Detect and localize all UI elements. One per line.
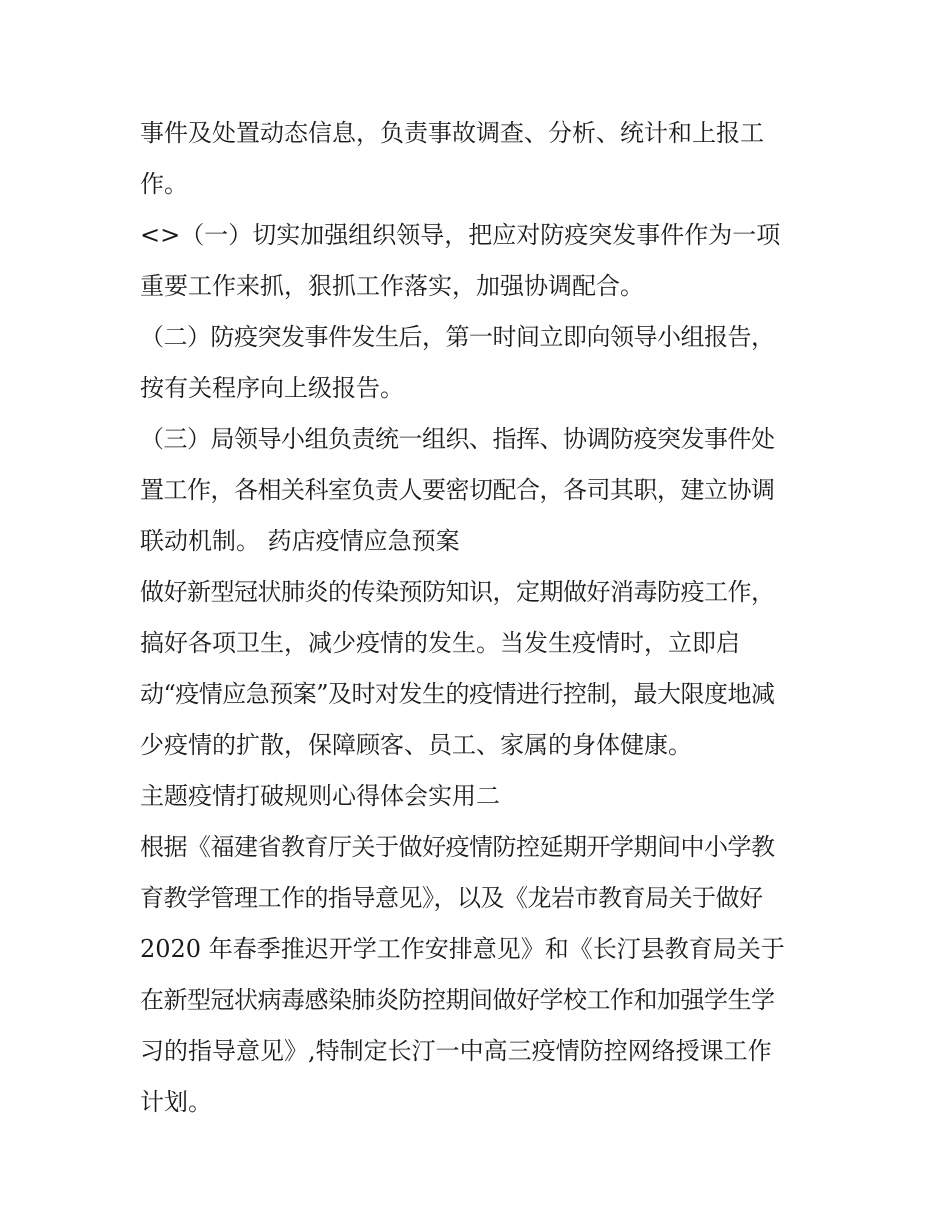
text-line: 计划。 bbox=[140, 1088, 212, 1116]
text-line: 2020 年春季推迟开学工作安排意见》和《长汀县教育局关于 bbox=[140, 935, 785, 963]
text-line: 根据《福建省教育厅关于做好疫情防控延期开学期间中小学教 bbox=[140, 833, 775, 861]
text-line: 搞好各项卫生，减少疫情的发生。当发生疫情时，立即启 bbox=[140, 629, 740, 657]
text-line: （三）局领导小组负责统一组织、指挥、协调防疫突发事件处 bbox=[140, 425, 775, 453]
text-line: 作。 bbox=[140, 170, 188, 198]
text-line: 少疫情的扩散，保障顾客、员工、家属的身体健康。 bbox=[140, 731, 692, 759]
text-line: 习的指导意见》,特制定长汀一中高三疫情防控网络授课工作 bbox=[140, 1037, 772, 1065]
text-line: 育教学管理工作的指导意见》，以及《龙岩市教育局关于做好 bbox=[140, 884, 763, 912]
text-line: 联动机制。 药店疫情应急预案 bbox=[140, 527, 460, 555]
text-line: 置工作，各相关科室负责人要密切配合，各司其职，建立协调 bbox=[140, 476, 775, 504]
section-heading: 主题疫情打破规则心得体会实用二 bbox=[140, 782, 500, 810]
text-line: 按有关程序向上级报告。 bbox=[140, 374, 404, 402]
text-line: 在新型冠状病毒感染肺炎防控期间做好学校工作和加强学生学 bbox=[140, 986, 775, 1014]
text-line: 做好新型冠状肺炎的传染预防知识，定期做好消毒防疫工作， bbox=[140, 578, 775, 606]
body-text bbox=[140, 108, 830, 1128]
text-line: <>（一）切实加强组织领导，把应对防疫突发事件作为一项 bbox=[140, 221, 781, 249]
text-line: 事件及处置动态信息，负责事故调查、分析、统计和上报工 bbox=[140, 119, 764, 147]
text-line: 重要工作来抓，狠抓工作落实，加强协调配合。 bbox=[140, 272, 644, 300]
text-line: （二）防疫突发事件发生后，第一时间立即向领导小组报告， bbox=[140, 323, 775, 351]
text-line: 动“疫情应急预案”及时对发生的疫情进行控制，最大限度地减 bbox=[140, 680, 775, 708]
